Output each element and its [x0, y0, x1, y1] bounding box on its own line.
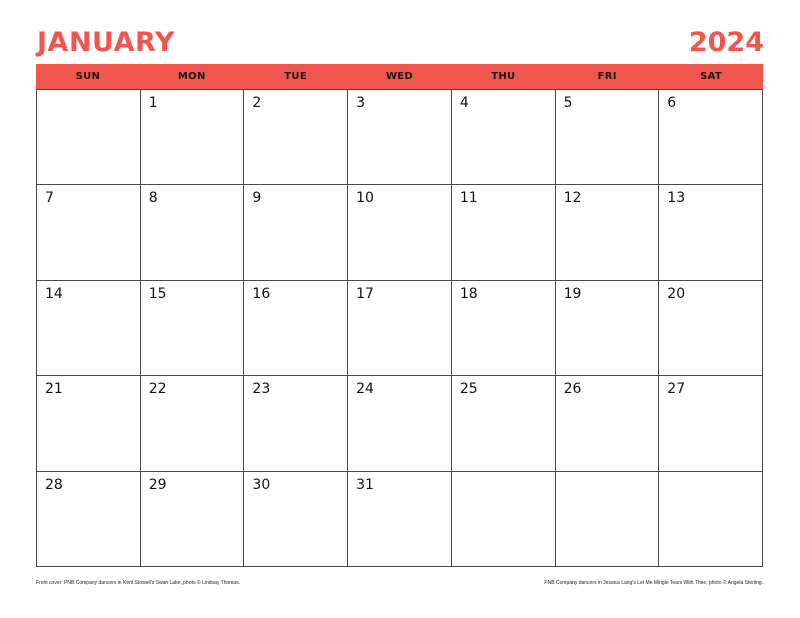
day-number: 22: [148, 381, 167, 398]
day-cell[interactable]: [141, 281, 245, 376]
day-cell[interactable]: [348, 472, 452, 567]
day-cell[interactable]: [141, 90, 245, 185]
day-number: 8: [148, 190, 158, 207]
day-cell[interactable]: [37, 90, 141, 185]
day-cell[interactable]: [37, 185, 141, 280]
day-cell[interactable]: [659, 472, 763, 567]
day-number: 18: [459, 285, 478, 302]
day-cell[interactable]: [348, 376, 452, 471]
month-title: JANUARY: [37, 27, 175, 58]
day-number: 15: [148, 285, 167, 302]
footer-left-credit: Front cover: PNB Company dancers in Kent Stowell's Swan Lake, photo © Lindsay Thomas.: [36, 580, 241, 586]
day-number: 9: [252, 190, 262, 207]
weekday-sun: SUN: [75, 71, 101, 82]
day-cell[interactable]: [556, 472, 660, 567]
day-number: 16: [252, 285, 271, 302]
day-cell[interactable]: [244, 376, 348, 471]
day-number: 21: [45, 381, 63, 398]
day-cell[interactable]: [244, 90, 348, 185]
day-number: 1: [148, 95, 158, 111]
day-cell[interactable]: [37, 281, 141, 376]
day-number: 6: [667, 95, 677, 111]
day-number: 31: [356, 476, 374, 493]
weekday-thu: THU: [491, 71, 516, 82]
day-cell[interactable]: [659, 90, 763, 185]
year-title: 2024: [688, 27, 764, 58]
day-cell[interactable]: [244, 472, 348, 567]
day-cell[interactable]: [659, 185, 763, 280]
weekday-header: [36, 64, 763, 89]
day-cell[interactable]: [37, 472, 141, 567]
day-cell[interactable]: [244, 185, 348, 280]
day-cell[interactable]: [348, 185, 452, 280]
day-number: 23: [252, 381, 271, 398]
day-cell[interactable]: [556, 90, 660, 185]
day-cell[interactable]: [348, 90, 452, 185]
day-cell[interactable]: [141, 472, 245, 567]
day-number: 13: [667, 190, 686, 207]
day-number: 20: [667, 285, 686, 302]
day-cell[interactable]: [556, 376, 660, 471]
weekday-mon: MON: [177, 71, 206, 82]
day-cell[interactable]: [452, 376, 556, 471]
weekday-sat: SAT: [700, 71, 722, 82]
calendar-grid: [36, 64, 763, 567]
day-number: 27: [667, 381, 686, 398]
weekday-tue: TUE: [284, 71, 307, 82]
day-cell[interactable]: [556, 281, 660, 376]
day-number: 12: [563, 190, 582, 207]
day-cell[interactable]: [452, 472, 556, 567]
day-number: 29: [148, 476, 167, 493]
day-grid: [36, 89, 763, 567]
day-cell[interactable]: [141, 376, 245, 471]
day-number: 19: [563, 285, 582, 302]
day-cell[interactable]: [244, 281, 348, 376]
day-number: 7: [45, 190, 54, 207]
day-number: 30: [252, 476, 271, 493]
day-number: 4: [459, 95, 469, 111]
footer-right-credit: PNB Company dancers in Jessica Lang's Let Me Mingle Tears With Thee, photo © Angela Sterling.: [544, 580, 763, 586]
day-number: 25: [459, 381, 478, 398]
day-cell[interactable]: [37, 376, 141, 471]
day-cell[interactable]: [348, 281, 452, 376]
day-cell[interactable]: [452, 90, 556, 185]
day-number: 26: [563, 381, 582, 398]
day-number: 10: [356, 190, 374, 207]
day-cell[interactable]: [556, 185, 660, 280]
day-cell[interactable]: [659, 281, 763, 376]
weekday-wed: WED: [385, 71, 414, 82]
day-number: 28: [45, 476, 63, 493]
day-number: 14: [45, 285, 63, 302]
day-number: 24: [356, 381, 374, 398]
day-cell[interactable]: [452, 185, 556, 280]
day-cell[interactable]: [141, 185, 245, 280]
day-number: 2: [252, 95, 262, 111]
day-number: 11: [459, 190, 478, 207]
day-number: 3: [356, 95, 366, 111]
day-number: 17: [356, 285, 374, 302]
day-number: 5: [563, 95, 573, 111]
weekday-fri: FRI: [597, 71, 617, 82]
day-cell[interactable]: [452, 281, 556, 376]
day-cell[interactable]: [659, 376, 763, 471]
